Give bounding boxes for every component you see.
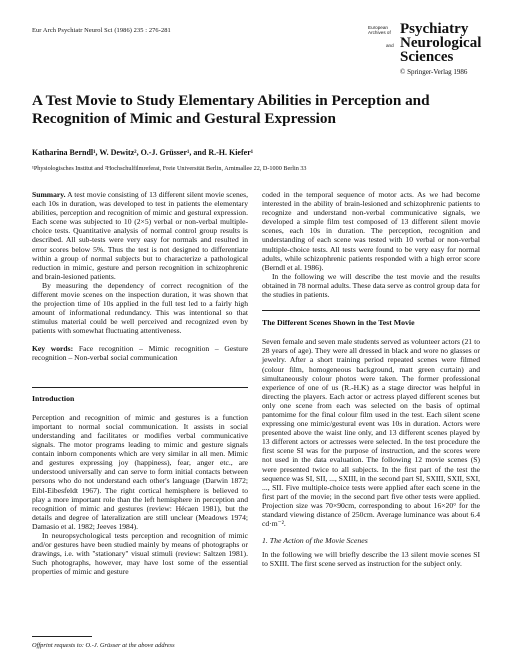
- journal-prefix-1: European: [368, 25, 388, 30]
- right-paragraph-2: In the following we will describe the test movie and the results obtained in 78 normal adults. These data serve as control group data for the studies in patients.: [262, 271, 480, 300]
- article-affiliation: ¹Physiologisches Institut and ²Hochschulfilmreferat, Freie Universität Berlin, Arnimallee 22, D-1000 Berlin 33: [32, 165, 307, 172]
- keywords-label: Key words:: [32, 343, 74, 353]
- right-column: [262, 190, 480, 568]
- keywords-text: Face recognition – Mimic recognition – Gesture recognition – Non-verbal social communication: [32, 343, 248, 362]
- intro-heading: Introduction: [32, 393, 75, 403]
- article-authors: Katharina Berndl¹, W. Dewitz², O.-J. Grüsser¹, and R.-H. Kiefer¹: [32, 148, 254, 157]
- journal-word-neurological: Neurological: [400, 35, 482, 51]
- journal-copyright: © Springer-Verlag 1986: [400, 68, 468, 76]
- right-paragraph-3: Seven female and seven male students served as volunteer actors (21 to 28 years of age). They were all dressed in black and wore no glasses or jewelry. After a short training period repeated scenes were filmed (colour film, homogeneous background, matt green curtain) and simultaneously colour photos were taken. The former professional experience of one of us (R.-H.K) as a stage director was helpful in directing the players. Each actor or actress played different scenes but only one scene from each was selected on the basis of optimal pantomime for the final colour film used in the test. Each silent scene expressing one mimic/gestural event was 10s in duration. Actors were presented above the waist line only, and 13 different scenes played by 13 different actors or actresses were selected. In the test procedure the first scene SI was for the purpose of instruction, and the scores were not used in the data evaluation. The following 12 movie scenes (S) were presented twice to all subjects. In the first part of the test the sequence was SI, SII, ..., SXIII, in the second part SI, SXIII, SXII, SXI, ..., SII. Five multiple-choice tests were applied after each scene in the first part of the movie; in the second part five other tests were applied. Projection size was 70×90cm, corresponding to about 16×20° for the standard viewing distance of 250cm. Average luminance was about 6.4 cd·m⁻².: [262, 337, 480, 529]
- subsection-heading-action: 1. The Action of the Movie Scenes: [262, 536, 368, 546]
- journal-citation: Eur Arch Psychiatr Neurol Sci (1986) 235 : 276-281: [32, 27, 171, 34]
- summary-paragraph-1: [32, 190, 248, 281]
- footnote-rule: [32, 636, 92, 637]
- journal-word-psychiatry: Psychiatry: [400, 21, 469, 37]
- intro-paragraph-2: In neuropsychological tests perception and recognition of mimic and/or gestures have been studied mainly by means of photographs or drawings, i.e. with "stationary" visual stimuli (review: Saltzen 1981). Such photographs, however, may have lost some of the essential properties of mimic and gesture: [32, 531, 248, 577]
- summary-text-1: A test movie consisting of 13 different silent movie scenes, each 10s in duration, was developed to test in patients the elementary abilities, perception and recognition of mimic and gestural expression. Each scene was subjected to 10 (2×5) verbal or non-verbal multiple-choice tests. Quantitative analysis of normal control group results is described. All sub-tests were very easy for normals and resulted in error scores below 5%. Thus the test is not designed to differentiate within a group of normal subjects but to characterize a pathological reduction in mimic, gesture and person recognition in schizophrenic and brain-lesioned patients.: [32, 190, 248, 281]
- offprint-note: Offprint requests to: O.-J. Grüsser at the above address: [32, 642, 175, 649]
- summary-paragraph-2: By measuring the dependency of correct recognition of the different movie scenes on the inspection duration, it was shown that the projection time of 10s applied in the full test led to a fairly high amount of informational redundancy. This was intentional so that stimulus material could be well perceived and recognized even by patients with somewhat fluctuating attentiveness.: [32, 280, 248, 336]
- journal-prefix-2: Archives of: [368, 30, 391, 35]
- keywords-paragraph: [32, 344, 248, 362]
- journal-word-sciences: Sciences: [400, 49, 454, 65]
- left-column: [32, 190, 248, 576]
- journal-and: and: [386, 43, 394, 48]
- section-heading-scenes: The Different Scenes Shown in the Test Movie: [262, 318, 415, 328]
- right-paragraph-4: In the following we will briefly describe the 13 silent movie scenes SI to SXIII. The first scene served as instruction for the subject only.: [262, 550, 480, 569]
- journal-logo: [368, 21, 488, 77]
- summary-label: Summary.: [32, 190, 66, 199]
- right-paragraph-1: coded in the temporal sequence of motor acts. As we had become interested in the ability of brain-lesioned and schizophrenic patients to recognize and understand non-verbal communicative signals, we developed a simple film test composed of 13 different silent movie scenes, each 10s in duration. The perception, recognition and understanding of each scene was tested with 10 verbal or non-verbal multiple-choice tests. All tests were found to be very easy for normal adults, while schizophrenic patients responded with a high error score (Berndl et al. 1986).: [262, 190, 480, 272]
- article-title: A Test Movie to Study Elementary Abilities in Perception and Recognition of Mimic and Gestural Expression: [32, 92, 430, 127]
- intro-paragraph-1: Perception and recognition of mimic and gestures is a function important to normal social communication. It assists in social understanding and facilitates or modifies verbal communicative signals. The motor programs leading to mimic and gesture signals contain inborn components which are very similar in all men. Mimic and gestures expressing joy (happiness), fear, anger etc., are understood universally and can serve to form initial contacts between persons who do not understand each other's language (Darwin 1872; Eibl-Eibesfeldt 1967). The right cortical hemisphere is believed to play a more important role than the left hemisphere in perception and recognition of mimic and gestures (review: Hécaen 1981), but the details and degree of lateralization are still unclear (Meadows 1974; Damasio et al. 1982; Jeeves 1984).: [32, 412, 248, 531]
